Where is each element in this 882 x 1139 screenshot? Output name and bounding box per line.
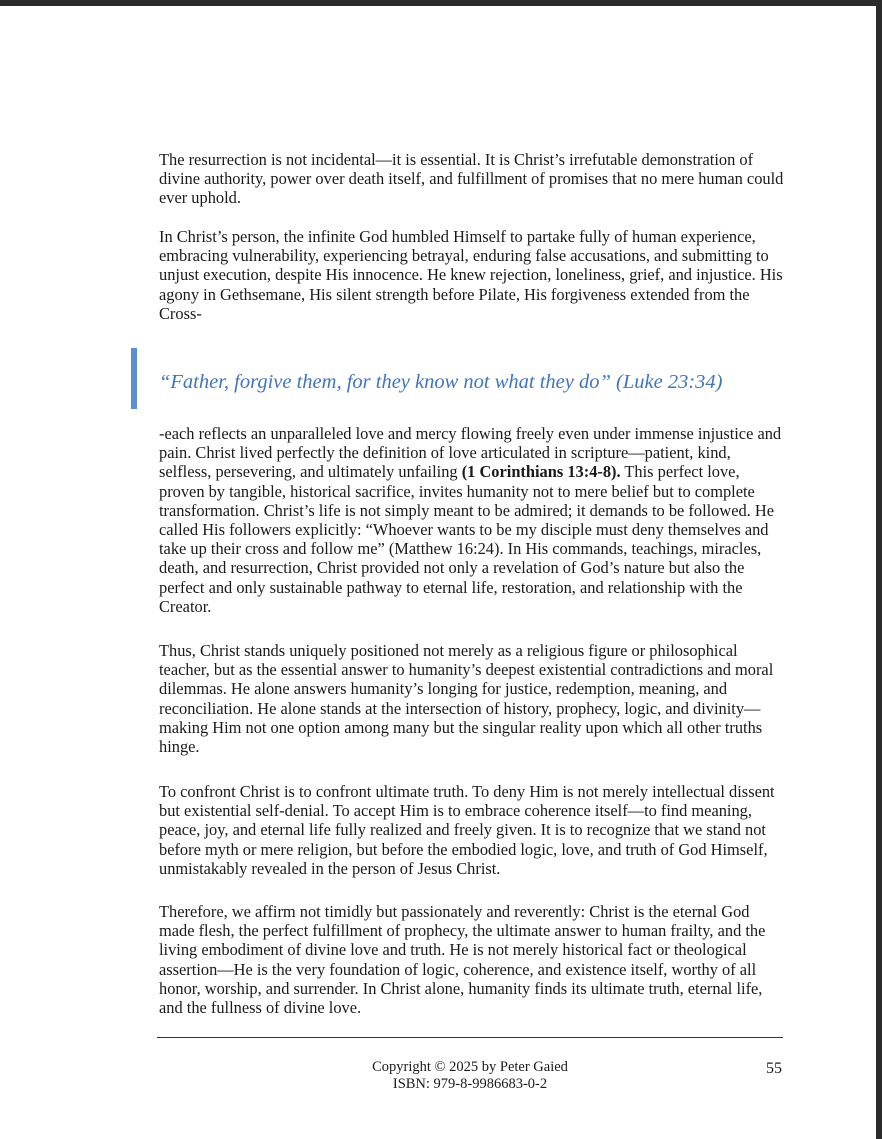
- footer-divider: [157, 1037, 783, 1038]
- paragraph-ultimate-truth: To confront Christ is to confront ultimate truth. To deny Him is not merely intellectual dissent but existential self-denial. To accept Him is to embrace coherence itself—to find meaning, peace, joy, and eternal life fully realized and freely given. It is to recognize that we stand not before myth or mere religion, but before the embodied logic, love, and truth of God Himself, unmistakably revealed in the person of Jesus Christ.: [159, 782, 775, 878]
- document-page: [0, 6, 876, 1139]
- paragraph-uniquely-positioned: Thus, Christ stands uniquely positioned not merely as a religious figure or philosophical teacher, but as the essential answer to humanity’s deepest existential contradictions and moral dilemmas. He alone answers humanity’s longing for justice, redemption, meaning, and reconciliation. He alone stands at the intersection of history, prophecy, logic, and divinity—making Him not one option among many but the singular reality upon which all other truths hinge.: [159, 641, 774, 757]
- paragraph-unparalleled-love: [159, 424, 785, 616]
- paragraph-affirmation: Therefore, we affirm not timidly but passionately and reverently: Christ is the eternal God made flesh, the perfect fulfillment of prophecy, the ultimate answer to human frailty, and the living embodiment of divine love and truth. He is not merely historical fact or theological assertion—He is the very foundation of logic, coherence, and existence itself, worthy of all honor, worship, and surrender. In Christ alone, humanity finds its ultimate truth, eternal life, and the fullness of divine love.: [159, 902, 766, 1018]
- paragraph-text-end: This perfect love, proven by tangible, historical sacrifice, invites humanity not to mere belief but to complete transformation. Christ’s life is not simply meant to be admired; it demands to be followed. He called His followers explicitly: “Whoever wants to be my disciple must deny themselves and take up their cross and follow me” (Matthew 16:24). In His commands, teachings, miracles, death, and resurrection, Christ provided not only a revelation of God’s nature but also the perfect and only sustainable pathway to eternal life, restoration, and relationship with the Creator.: [159, 462, 774, 616]
- quote-accent-bar: [131, 348, 137, 409]
- paragraph-text-start: -each reflects an unparalleled love and mercy flowing freely even under immense injustice and pain. Christ lived perfectly the definition of love articulated in scripture—patient, kind, selfless, persevering, and ultimately unfailing: [159, 424, 782, 482]
- scripture-reference: (1 Corinthians 13:4-8).: [461, 462, 621, 482]
- paragraph-resurrection: The resurrection is not incidental—it is essential. It is Christ’s irrefutable demonstration of divine authority, power over death itself, and fulfillment of promises that no mere human could ever uphold.: [159, 150, 784, 208]
- scripture-pull-quote: “Father, forgive them, for they know not what they do” (Luke 23:34): [159, 371, 723, 393]
- page-number: 55: [766, 1060, 782, 1077]
- window-right-border: [876, 0, 882, 1139]
- footer-copyright: Copyright © 2025 by Peter Gaied: [372, 1059, 568, 1075]
- paragraph-christs-person: In Christ’s person, the infinite God humbled Himself to partake fully of human experience, embracing vulnerability, experiencing betrayal, enduring false accusations, and submitting to unjust execution, despite His innocence. He knew rejection, loneliness, grief, and injustice. His agony in Gethsemane, His silent strength before Pilate, His forgiveness extended from the Cross-: [159, 227, 783, 323]
- footer-isbn: ISBN: 979-8-9986683-0-2: [392, 1076, 548, 1092]
